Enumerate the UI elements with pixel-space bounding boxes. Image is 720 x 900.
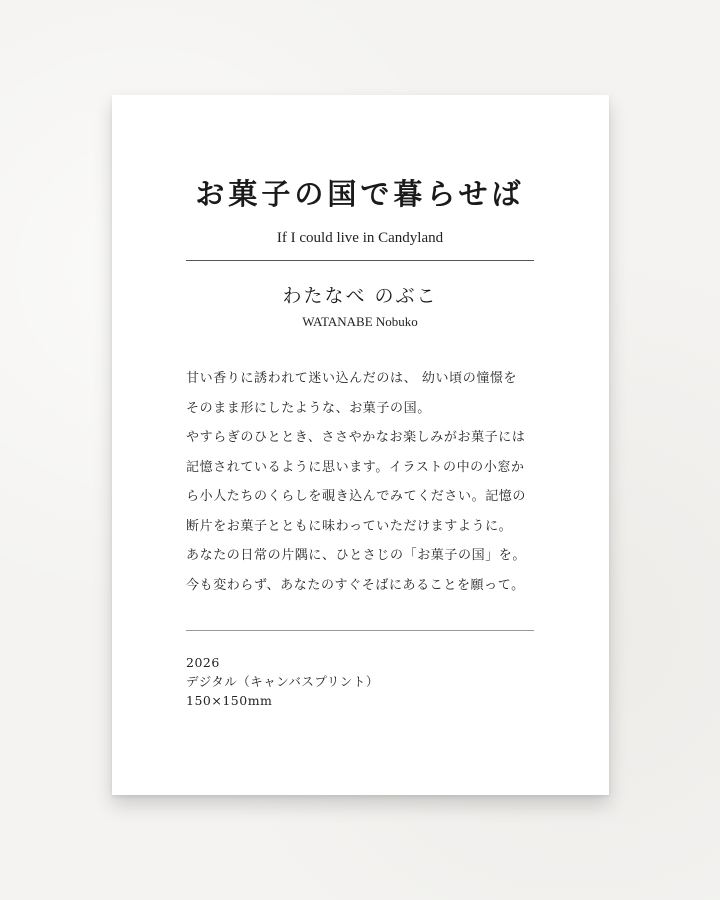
- artwork-medium: デジタル（キャンバスプリント）: [186, 674, 379, 689]
- description-line: ら小人たちのくらしを覗き込んでみてください。記憶の: [186, 489, 527, 504]
- artwork-description: [186, 364, 546, 600]
- artwork-title-japanese: お菓子の国で暮らせば: [195, 177, 525, 211]
- artwork-title-english: If I could live in Candyland: [276, 230, 444, 246]
- details-divider: [186, 630, 534, 631]
- description-line: 今も変わらず、あなたのすぐそばにあることを願って。: [186, 577, 525, 593]
- description-line: 記憶されているように思います。イラストの中の小窓か: [186, 459, 525, 475]
- description-line: そのまま形にしたような、お菓子の国。: [186, 400, 431, 416]
- artwork-details: [186, 653, 486, 710]
- description-line: あなたの日常の片隅に、ひとさじの「お菓子の国」を。: [186, 548, 527, 563]
- description-line: やすらぎのひととき、ささやかなお楽しみがお菓子には: [186, 430, 526, 445]
- artist-name-japanese: わたなべ のぶこ: [282, 285, 438, 307]
- artist-name-english: WATANABE Nobuko: [302, 314, 418, 329]
- artwork-size: 150×150mm: [186, 693, 273, 708]
- description-line: 甘い香りに誘われて迷い込んだのは、 幼い頃の憧憬を: [186, 371, 518, 386]
- artwork-year: 2026: [186, 655, 220, 670]
- description-line: 断片をお菓子とともに味わっていただけますように。: [186, 518, 513, 534]
- title-divider: [186, 260, 534, 261]
